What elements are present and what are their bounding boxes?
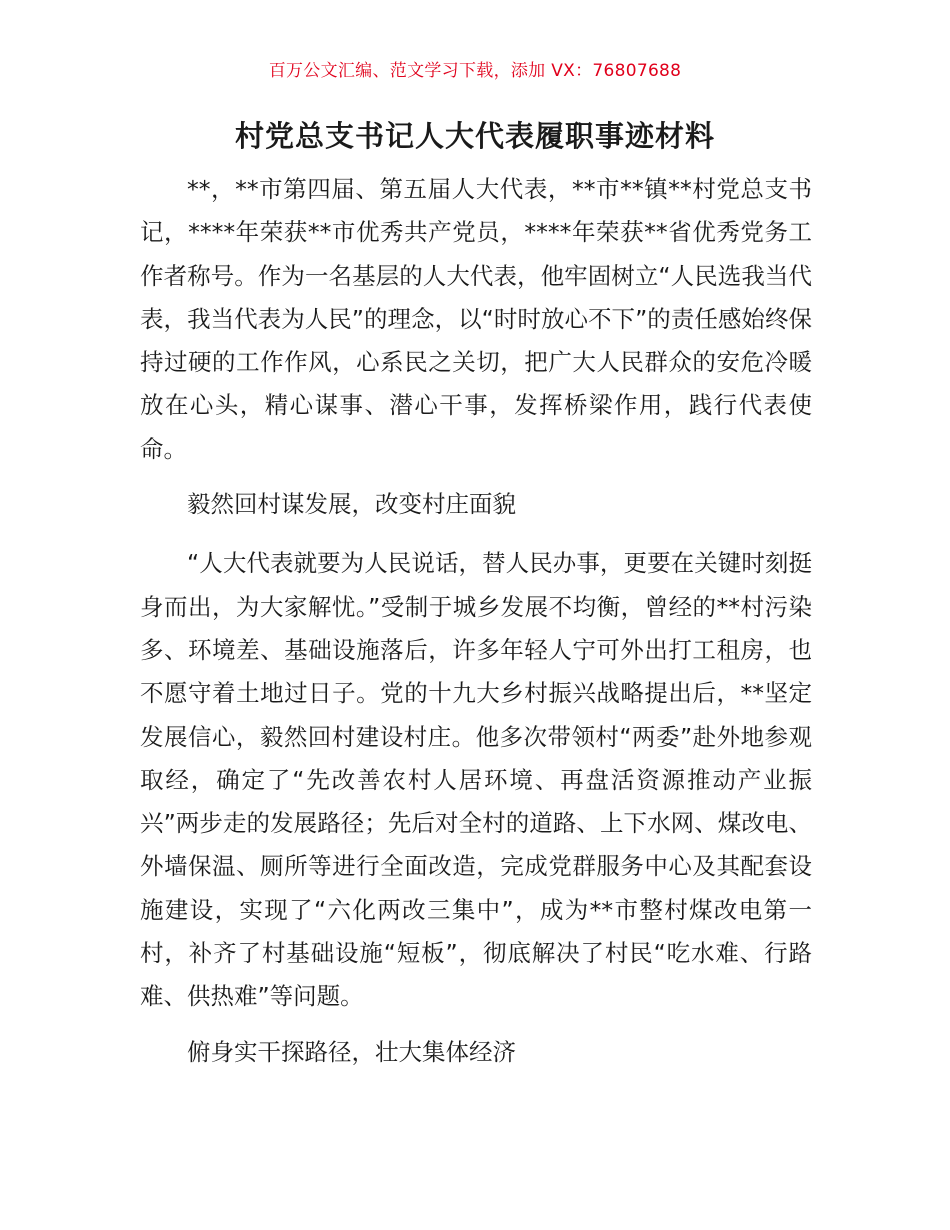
document-body (140, 168, 812, 1090)
section-heading: 毅然回村谋发展，改变村庄面貌 (187, 490, 516, 519)
section-paragraph: “人大代表就要为人民说话，替人民办事，更要在关键时刻挺身而出，为大家解忧。”受制于城乡发展不均衡，曾经的**村污染多、环境差、基础设施落后，许多年轻人宁可外出打工租房，也不愿守着土地过日子。党的十九大乡村振兴战略提出后，**坚定发展信心，毅然回村建设村庄。他多次带领村“两委”赴外地参观取经，确定了“先改善农村人居环境、再盘活资源推动产业振兴”两步走的发展路径；先后对全村的道路、上下水网、煤改电、外墙保温、厕所等进行全面改造，完成党群服务中心及其配套设施建设，实现了“六化两改三集中”，成为**市整村煤改电第一村，补齐了村基础设施“短板”，彻底解决了村民“吃水难、行路难、供热难”等问题。 (140, 549, 812, 1011)
intro-paragraph: **，**市第四届、第五届人大代表，**市**镇**村党总支书记，****年荣获**市优秀共产党员，****年荣获**省优秀党务工作者称号。作为一名基层的人大代表，他牢固树立“人民选我当代表，我当代表为人民”的理念，以“时时放心不下”的责任感始终保持过硬的工作作风，心系民之关切，把广大人民群众的安危冷暖放在心头，精心谋事、潜心干事，发挥桥梁作用，践行代表使命。 (140, 175, 812, 463)
section-heading: 俯身实干探路径，壮大集体经济 (187, 1037, 516, 1066)
document-title: 村党总支书记人大代表履职事迹材料 (234, 119, 715, 153)
header-watermark-note: 百万公文汇编、范文学习下载，添加 VX：76807688 (268, 61, 682, 81)
